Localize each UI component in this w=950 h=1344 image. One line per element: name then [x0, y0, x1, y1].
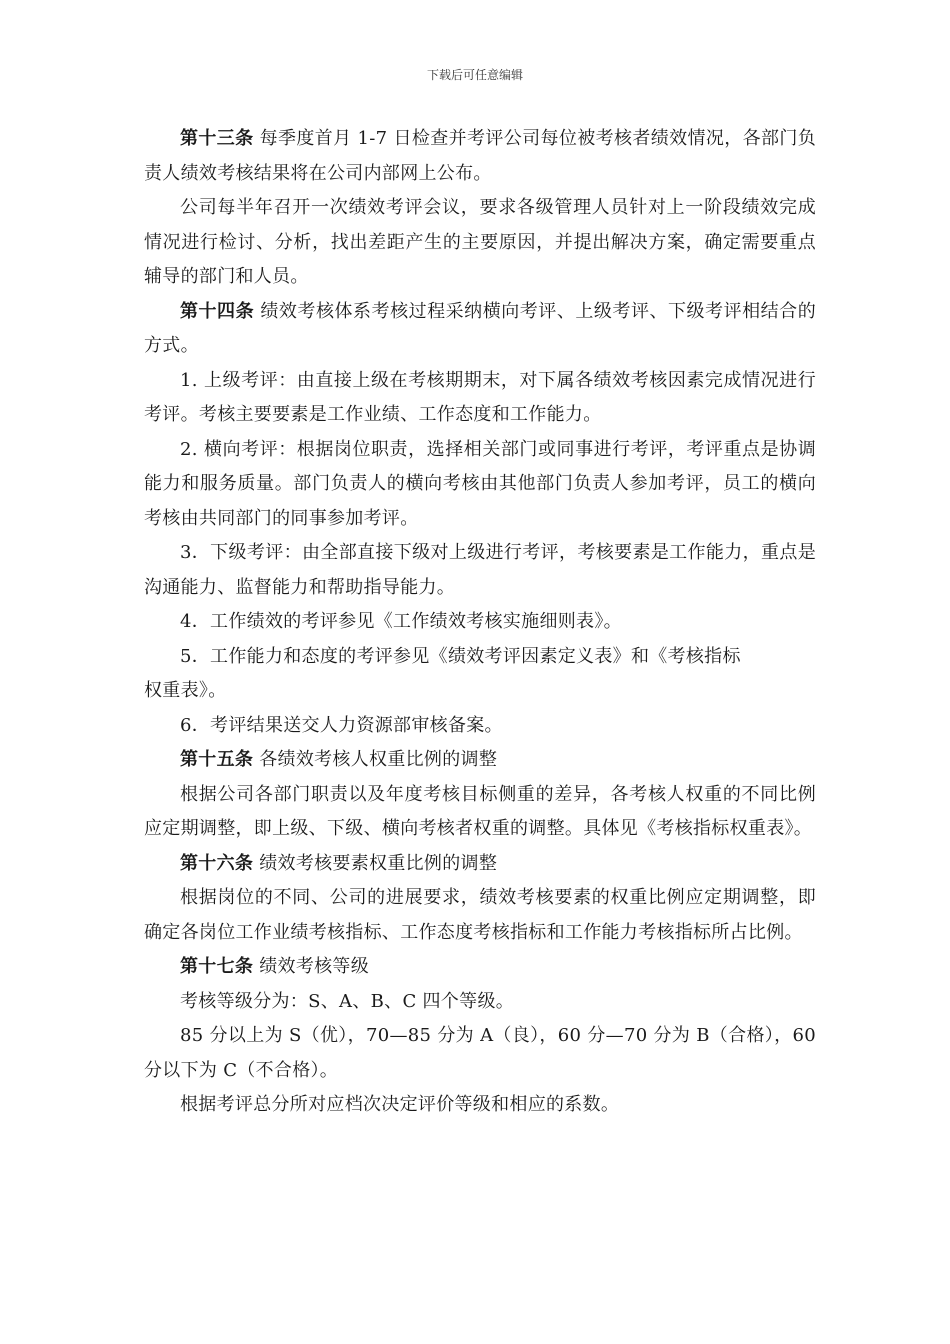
paragraph — [144, 191, 816, 295]
paragraph — [144, 433, 816, 537]
paragraph-text: 每季度首月 1-7 日检查并考评公司每位被考核者绩效情况，各部门负责人绩效考核结果将在公司内部网上公布。 — [144, 128, 816, 184]
paragraph-text: 各绩效考核人权重比例的调整 — [253, 749, 498, 770]
page-header: 下载后可任意编辑 — [426, 68, 523, 82]
paragraph-text: 4．工作绩效的考评参见《工作绩效考核实施细则表》。 — [180, 611, 622, 632]
paragraph-text: 绩效考核体系考核过程采纳横向考评、上级考评、下级考评相结合的方式。 — [144, 300, 816, 356]
paragraph-text: 5．工作能力和态度的考评参见《绩效考评因素定义表》和《考核指标 — [180, 645, 741, 667]
paragraph-text: 1. 上级考评：由直接上级在考核期期末，对下属各绩效考核因素完成情况进行考评。考核主要要素是工作业绩、工作态度和工作能力。 — [144, 369, 816, 425]
paragraph — [144, 536, 816, 605]
paragraph — [144, 605, 816, 640]
paragraph-text: 85 分以上为 S（优），70—85 分为 A（良），60 分—70 分为 B（合格），60 分以下为 C（不合格）。 — [144, 1025, 816, 1081]
paragraph — [144, 295, 816, 364]
paragraph-text: 根据岗位的不同、公司的进展要求，绩效考核要素的权重比例应定期调整，即确定各岗位工作业绩考核指标、工作态度考核指标和工作能力考核指标所占比例。 — [144, 887, 816, 943]
paragraph — [144, 847, 816, 882]
paragraph — [144, 950, 816, 985]
article-number: 第十五条 — [180, 749, 254, 770]
paragraph-text: 权重表》。 — [144, 680, 227, 701]
paragraph-text: 3．下级考评：由全部直接下级对上级进行考评，考核要素是工作能力，重点是沟通能力、监督能力和帮助指导能力。 — [144, 542, 816, 598]
paragraph — [144, 778, 816, 847]
paragraph-text: 公司每半年召开一次绩效考评会议，要求各级管理人员针对上一阶段绩效完成情况进行检讨、分析，找出差距产生的主要原因，并提出解决方案，确定需要重点辅导的部门和人员。 — [144, 197, 816, 287]
paragraph-text: 2. 横向考评：根据岗位职责，选择相关部门或同事进行考评，考评重点是协调能力和服务质量。部门负责人的横向考核由其他部门负责人参加考评，员工的横向考核由共同部门的同事参加考评。 — [144, 438, 816, 529]
paragraph — [144, 1088, 816, 1123]
article-number: 第十四条 — [180, 300, 255, 322]
article-number: 第十六条 — [180, 852, 254, 874]
document-body — [144, 122, 816, 1123]
article-number: 第十三条 — [180, 128, 254, 149]
paragraph-text: 绩效考核等级 — [253, 956, 370, 977]
paragraph — [144, 985, 816, 1020]
paragraph-text: 考核等级分为：S、A、B、C 四个等级。 — [180, 990, 515, 1012]
paragraph-text: 根据考评总分所对应档次决定评价等级和相应的系数。 — [180, 1094, 620, 1115]
paragraph — [144, 743, 816, 778]
paragraph — [144, 709, 816, 744]
paragraph — [144, 881, 816, 950]
paragraph-text: 绩效考核要素权重比例的调整 — [253, 852, 498, 874]
paragraph — [144, 1019, 816, 1088]
article-number: 第十七条 — [180, 956, 254, 977]
paragraph-text: 根据公司各部门职责以及年度考核目标侧重的差异，各考核人权重的不同比例应定期调整，即上级、下级、横向考核者权重的调整。具体见《考核指标权重表》。 — [144, 783, 816, 839]
paragraph — [144, 122, 816, 191]
paragraph — [144, 674, 816, 709]
paragraph — [144, 640, 816, 675]
paragraph — [144, 364, 816, 433]
paragraph-text: 6．考评结果送交人力资源部审核备案。 — [180, 714, 503, 736]
